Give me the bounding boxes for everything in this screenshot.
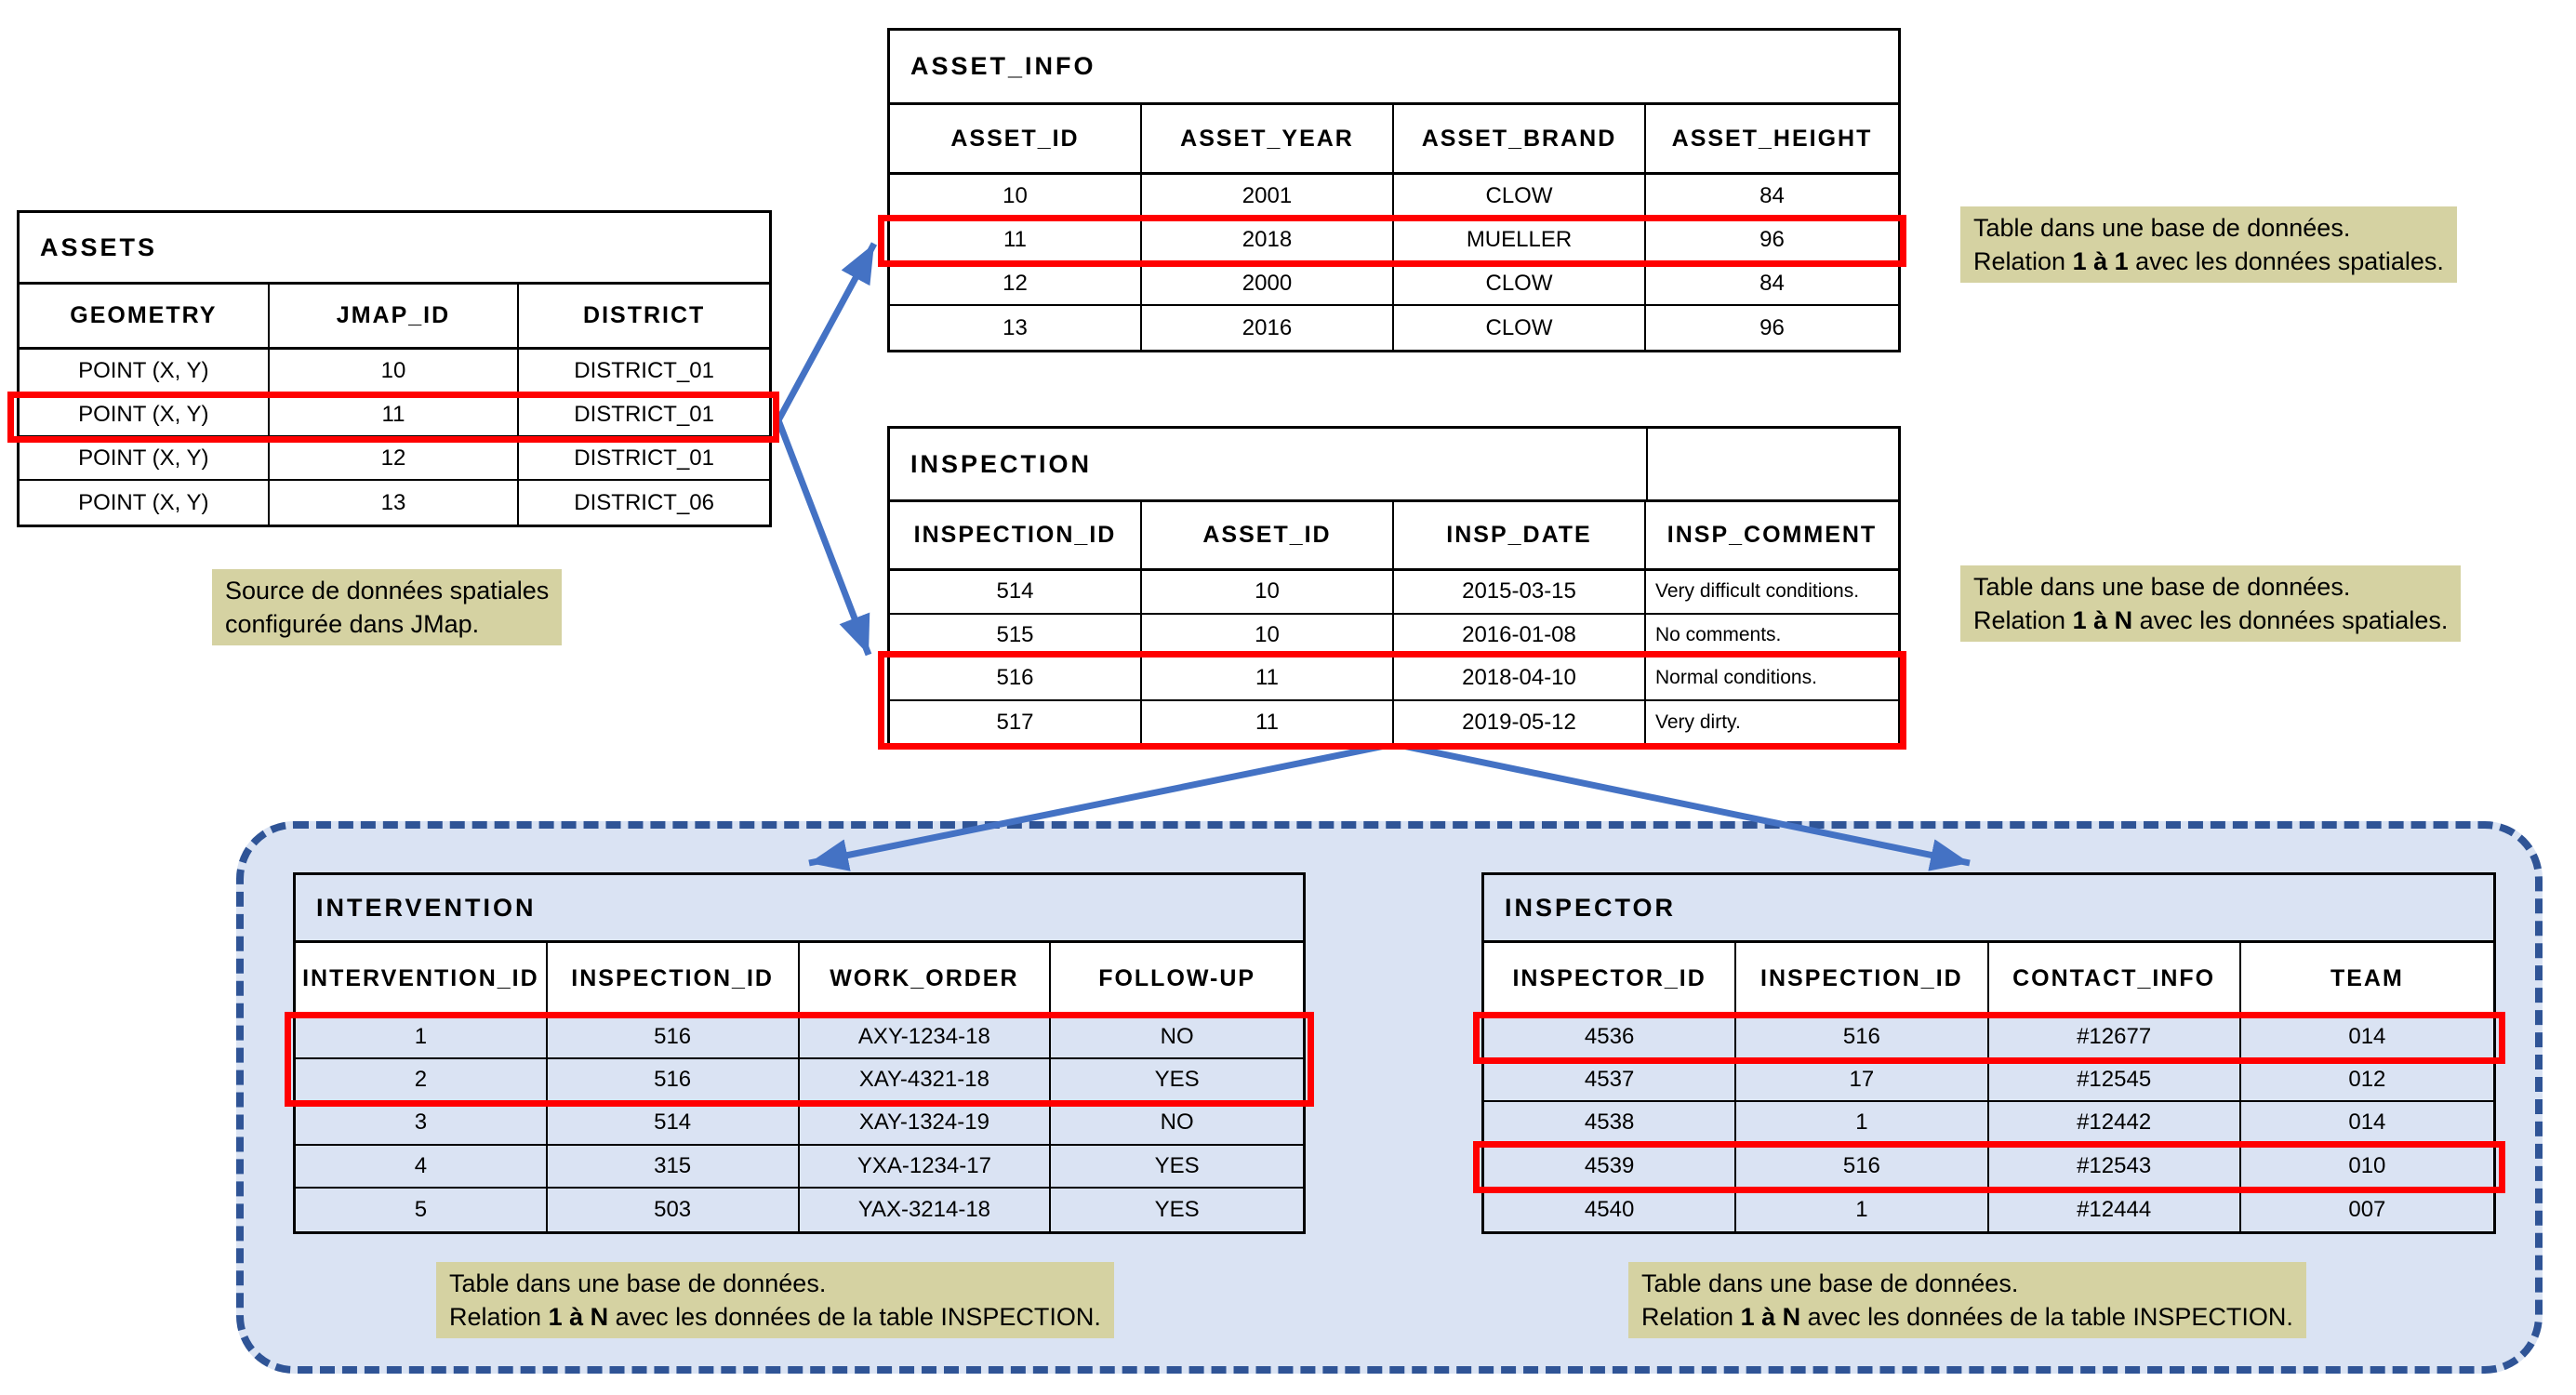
table-cell: DISTRICT_01 (519, 437, 769, 481)
table-cell: 12 (890, 262, 1142, 306)
table-cell: POINT (X, Y) (20, 481, 270, 525)
table-cell: 5 (296, 1189, 548, 1231)
table-cell: 2016 (1142, 306, 1394, 350)
table-cell: 517 (890, 701, 1142, 745)
column-header: ASSET_YEAR (1142, 105, 1394, 175)
assets-table-body (20, 350, 769, 525)
inspection-table-header (890, 502, 1898, 571)
table-cell: #12442 (1989, 1102, 2241, 1145)
table-cell: 2 (296, 1059, 548, 1102)
intervention-table-header (296, 943, 1303, 1016)
table-cell: XAY-1324-19 (800, 1102, 1052, 1145)
column-header: TEAM (2241, 943, 2493, 1016)
note-line: Relation 1 à N avec les données spatiales. (1973, 606, 2449, 634)
table-cell: Normal conditions. (1646, 658, 1898, 701)
column-header: WORK_ORDER (800, 943, 1052, 1016)
table-cell: POINT (X, Y) (20, 350, 270, 393)
table-cell: 1 (1736, 1102, 1988, 1145)
column-header: INSPECTION_ID (1736, 943, 1988, 1016)
table-cell: 3 (296, 1102, 548, 1145)
table-cell: Very dirty. (1655, 711, 1741, 733)
table-cell: 96 (1759, 314, 1785, 340)
table-cell: 516 (890, 658, 1142, 701)
table-cell: 10 (1142, 615, 1394, 658)
table-cell: 516 (548, 1016, 800, 1059)
table-cell: 1 (296, 1016, 548, 1059)
table-cell: 11 (890, 219, 1142, 262)
table-cell: 13 (890, 306, 1142, 350)
intervention-table (293, 872, 1306, 1234)
table-cell: 1 (1736, 1189, 1988, 1231)
table-cell: 13 (270, 481, 520, 525)
column-header: INTERVENTION_ID (296, 943, 548, 1016)
table-cell: #12545 (1989, 1059, 2241, 1102)
table-cell: 2016-01-08 (1394, 615, 1646, 658)
note-relation-1-n-spatial (1960, 565, 2461, 642)
table-cell: POINT (X, Y) (20, 393, 270, 437)
table-cell: 10 (1142, 571, 1394, 615)
inspection-table-title: INSPECTION (910, 449, 1093, 478)
table-cell: 515 (890, 615, 1142, 658)
note-line: Table dans une base de données. (1973, 214, 2351, 242)
intervention-table-title: INTERVENTION (296, 875, 1303, 943)
table-cell: MUELLER (1394, 219, 1646, 262)
table-cell: 84 (1646, 262, 1898, 306)
table-cell: 4538 (1484, 1102, 1736, 1145)
asset-info-table (887, 28, 1901, 352)
table-cell: 516 (1736, 1016, 1988, 1059)
inspection-table (887, 426, 1901, 747)
asset-info-table-title: ASSET_INFO (890, 31, 1898, 105)
inspector-table-title: INSPECTOR (1484, 875, 2493, 943)
table-cell: #12543 (1989, 1146, 2241, 1189)
table-cell: Very difficult conditions. (1646, 571, 1898, 615)
table-cell: 516 (548, 1059, 800, 1102)
table-cell: POINT (X, Y) (20, 437, 270, 481)
table-cell: 4539 (1484, 1146, 1736, 1189)
column-header: DISTRICT (519, 285, 769, 350)
table-cell: NO (1051, 1102, 1303, 1145)
note-relation-1-n-inspector (1628, 1262, 2306, 1338)
table-cell: YES (1051, 1059, 1303, 1102)
note-line: Source de données spatiales (225, 577, 550, 604)
inspector-table-body (1484, 1016, 2493, 1231)
table-cell: 012 (2241, 1059, 2493, 1102)
inspection-table-title-row (890, 429, 1898, 502)
note-source-jmap (212, 569, 562, 645)
table-cell: 4537 (1484, 1059, 1736, 1102)
table-cell: YES (1154, 1196, 1200, 1222)
note-relation-1-1 (1960, 206, 2457, 283)
table-cell: 503 (548, 1189, 800, 1231)
note-line: Relation 1 à N avec les données de la table INSPECTION. (1641, 1303, 2293, 1331)
column-header: JMAP_ID (270, 285, 520, 350)
table-cell: 516 (1736, 1146, 1988, 1189)
table-cell: 514 (890, 571, 1142, 615)
table-cell: 11 (270, 393, 520, 437)
assets-table (17, 210, 772, 527)
column-header: ASSET_BRAND (1394, 105, 1646, 175)
column-header: FOLLOW-UP (1051, 943, 1303, 1016)
intervention-table-body (296, 1016, 1303, 1231)
inspection-table-body (890, 571, 1898, 744)
table-cell: CLOW (1394, 175, 1646, 219)
note-line: configurée dans JMap. (225, 610, 480, 638)
table-cell: 4536 (1484, 1016, 1736, 1059)
table-cell: CLOW (1394, 306, 1646, 350)
assets-table-header (20, 285, 769, 350)
table-cell: #12444 (1989, 1189, 2241, 1231)
column-header: ASSET_ID (1142, 502, 1394, 571)
table-cell: 11 (1142, 701, 1394, 745)
table-cell: YAX-3214-18 (800, 1189, 1052, 1231)
table-cell: DISTRICT_01 (519, 393, 769, 437)
table-cell: 2019-05-12 (1394, 701, 1646, 745)
note-line: Table dans une base de données. (1641, 1269, 2019, 1297)
table-cell: 2000 (1142, 262, 1394, 306)
column-header: ASSET_HEIGHT (1646, 105, 1898, 175)
column-header: INSPECTION_ID (890, 502, 1142, 571)
table-cell: DISTRICT_01 (519, 350, 769, 393)
arrow-assets-to-asset-info (778, 244, 874, 420)
table-cell: XAY-4321-18 (800, 1059, 1052, 1102)
table-cell: AXY-1234-18 (800, 1016, 1052, 1059)
inspector-table-header (1484, 943, 2493, 1016)
inspection-title-empty-cell (1646, 429, 1898, 499)
inspector-table (1481, 872, 2496, 1234)
table-cell: 84 (1646, 175, 1898, 219)
table-cell: No comments. (1646, 615, 1898, 658)
table-cell: DISTRICT_06 (574, 489, 714, 515)
column-header: INSPECTOR_ID (1484, 943, 1736, 1016)
table-cell: 10 (890, 175, 1142, 219)
arrow-assets-to-inspection (778, 420, 869, 655)
table-cell: 4 (296, 1146, 548, 1189)
column-header: INSP_DATE (1394, 502, 1646, 571)
assets-table-title: ASSETS (20, 213, 769, 285)
table-cell: 014 (2241, 1102, 2493, 1145)
note-line: Relation 1 à N avec les données de la table INSPECTION. (449, 1303, 1101, 1331)
table-cell: YXA-1234-17 (800, 1146, 1052, 1189)
note-line: Relation 1 à 1 avec les données spatiales. (1973, 247, 2444, 275)
note-line: Table dans une base de données. (449, 1269, 827, 1297)
table-cell: 014 (2241, 1016, 2493, 1059)
asset-info-table-body (890, 175, 1898, 350)
column-header: INSP_COMMENT (1646, 502, 1898, 571)
table-cell: 4540 (1484, 1189, 1736, 1231)
column-header: INSPECTION_ID (548, 943, 800, 1016)
asset-info-table-header (890, 105, 1898, 175)
table-cell: 11 (1142, 658, 1394, 701)
table-cell: 96 (1646, 219, 1898, 262)
column-header: ASSET_ID (890, 105, 1142, 175)
table-cell: 2001 (1142, 175, 1394, 219)
column-header: CONTACT_INFO (1989, 943, 2241, 1016)
table-cell: YES (1051, 1146, 1303, 1189)
table-cell: #12677 (1989, 1016, 2241, 1059)
table-cell: 315 (548, 1146, 800, 1189)
table-cell: CLOW (1394, 262, 1646, 306)
table-cell: NO (1051, 1016, 1303, 1059)
note-relation-1-n-intervention (436, 1262, 1114, 1338)
table-cell: 2018 (1142, 219, 1394, 262)
table-cell: 007 (2348, 1196, 2386, 1222)
table-cell: 12 (270, 437, 520, 481)
table-cell: 2015-03-15 (1394, 571, 1646, 615)
table-cell: 17 (1736, 1059, 1988, 1102)
note-line: Table dans une base de données. (1973, 573, 2351, 601)
table-cell: 514 (548, 1102, 800, 1145)
column-header: GEOMETRY (20, 285, 270, 350)
table-cell: 2018-04-10 (1394, 658, 1646, 701)
table-cell: 10 (270, 350, 520, 393)
table-cell: 010 (2241, 1146, 2493, 1189)
